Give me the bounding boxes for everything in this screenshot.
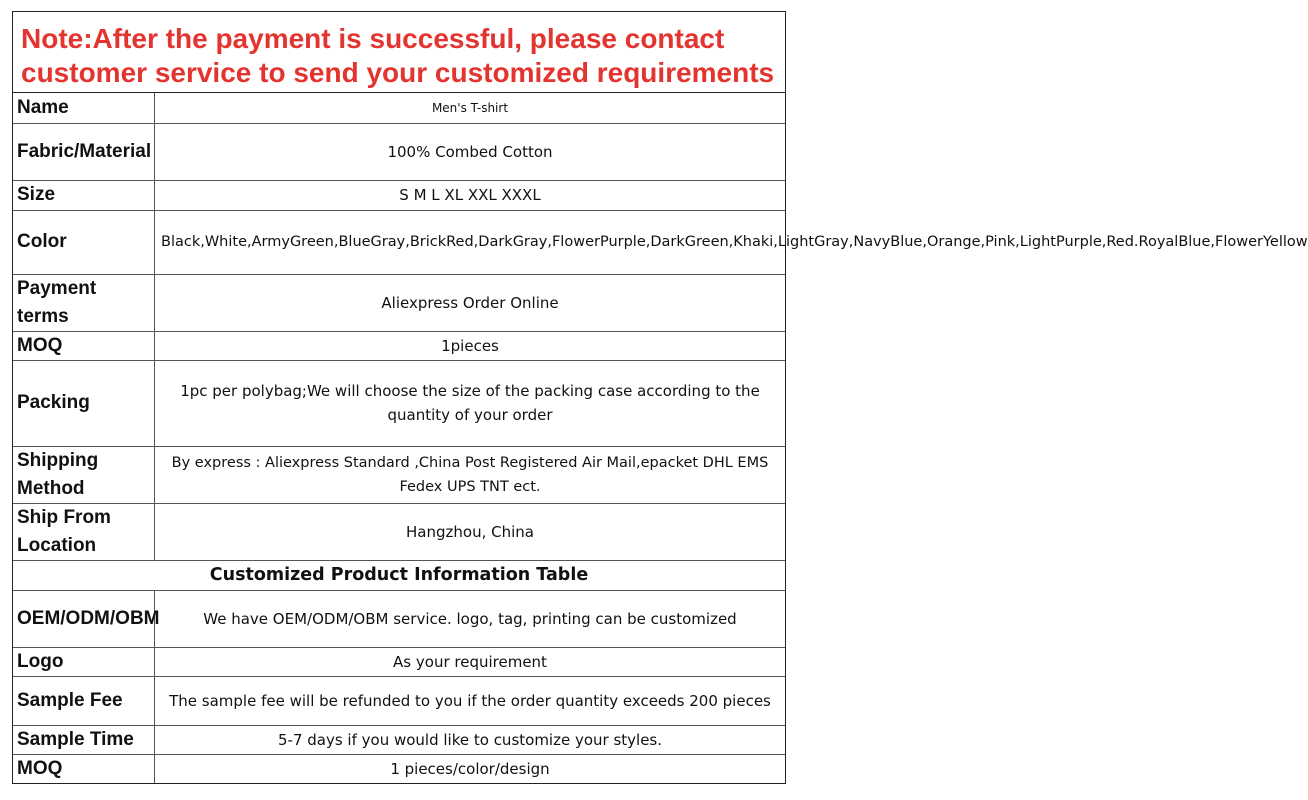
row-label-oem: OEM/ODM/OBM [13, 590, 155, 647]
row-value-color: Black,White,ArmyGreen,BlueGray,BrickRed,DarkGray,FlowerPurple,DarkGreen,Khaki,LightGray,NavyBlue,Orange,Pink,LightPurple,Red.RoyalBlue,FlowerYellow [155, 210, 786, 274]
row-label-fabric: Fabric/Material [13, 123, 155, 180]
row-label-ship-from: Ship From Location [13, 503, 155, 560]
table-row [13, 123, 785, 180]
row-value-logo: As your requirement [155, 647, 786, 676]
spec-table [13, 93, 1308, 783]
row-label-packing: Packing [13, 360, 155, 446]
row-value-packing: 1pc per polybag;We will choose the size of the packing case according to the quantity of your order [155, 360, 786, 446]
row-value-ship-from: Hangzhou, China [155, 503, 786, 560]
table-row [13, 331, 785, 360]
table-row [13, 647, 785, 676]
row-label-color: Color [13, 210, 155, 274]
row-label-moq-custom: MOQ [13, 754, 155, 783]
row-value-moq: 1pieces [155, 331, 786, 360]
row-value-payment: Aliexpress Order Online [155, 274, 786, 331]
row-value-size: S M L XL XXL XXXL [155, 180, 786, 210]
table-row [13, 676, 785, 725]
row-value-fabric: 100% Combed Cotton [155, 123, 786, 180]
row-value-sample-time: 5-7 days if you would like to customize your styles. [155, 725, 786, 754]
row-label-sample-time: Sample Time [13, 725, 155, 754]
table-row [13, 93, 785, 123]
row-label-size: Size [13, 180, 155, 210]
table-row [13, 725, 785, 754]
row-value-oem: We have OEM/ODM/OBM service. logo, tag, printing can be customized [155, 590, 786, 647]
table-row [13, 446, 785, 503]
table-row [13, 360, 785, 446]
row-value-sample-fee: The sample fee will be refunded to you if the order quantity exceeds 200 pieces [155, 676, 786, 725]
table-row [13, 503, 785, 560]
row-value-moq-custom: 1 pieces/color/design [155, 754, 786, 783]
row-label-name: Name [13, 93, 155, 123]
table-row [13, 590, 785, 647]
row-label-shipping: Shipping Method [13, 446, 155, 503]
table-row [13, 560, 785, 590]
table-row [13, 210, 785, 274]
row-label-payment: Payment terms [13, 274, 155, 331]
row-label-moq: MOQ [13, 331, 155, 360]
spec-sheet [12, 11, 1308, 784]
section-title: Customized Product Information Table [13, 560, 785, 590]
row-value-shipping: By express : Aliexpress Standard ,China Post Registered Air Mail,epacket DHL EMS Fedex UPS TNT ect. [155, 446, 786, 503]
note-line-2: customer service to send your customized requirements [21, 57, 775, 88]
note-line-1: Note:After the payment is successful, please contact [21, 23, 725, 54]
table-row [13, 754, 785, 783]
row-label-logo: Logo [13, 647, 155, 676]
payment-note [13, 12, 785, 93]
row-label-sample-fee: Sample Fee [13, 676, 155, 725]
row-value-name: Men's T-shirt [155, 93, 786, 123]
table-row [13, 180, 785, 210]
table-row [13, 274, 785, 331]
